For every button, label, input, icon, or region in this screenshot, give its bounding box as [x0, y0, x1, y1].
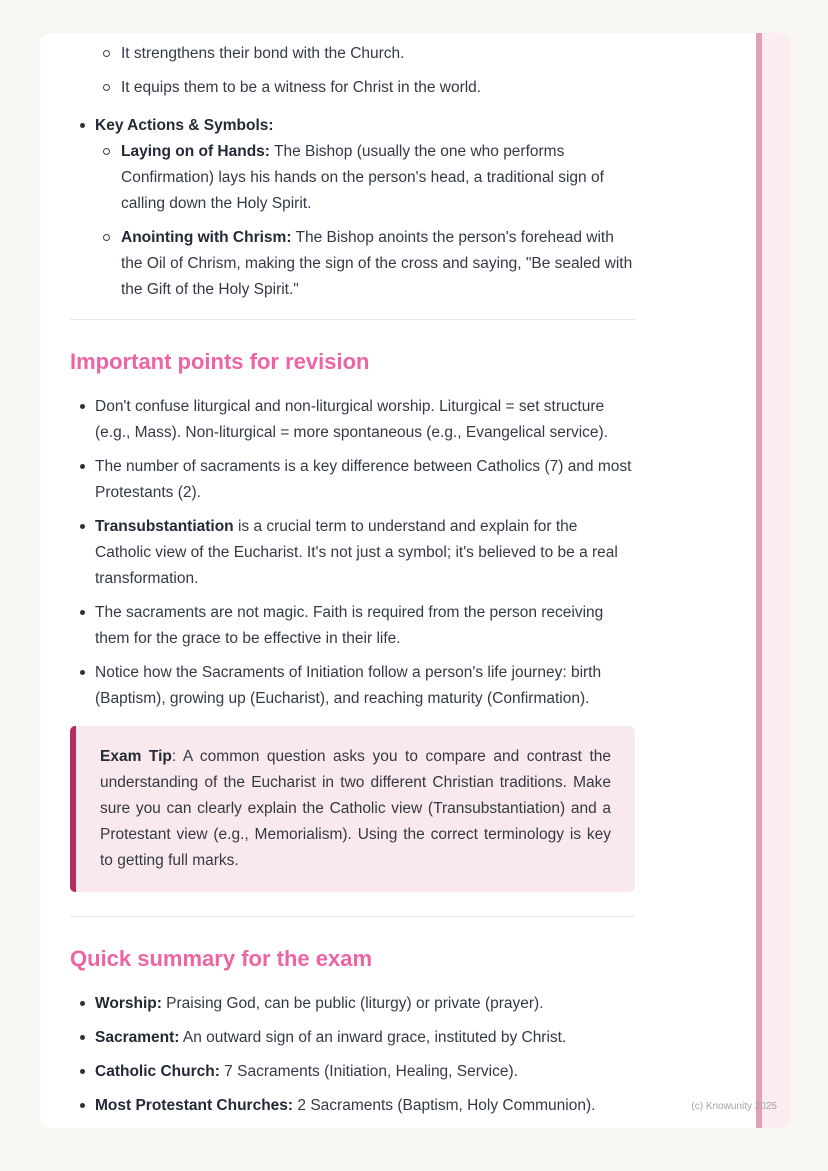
list-item [70, 454, 635, 506]
summary-list [70, 991, 635, 1119]
list-item-text [95, 394, 635, 446]
disc-bullet-icon [80, 1069, 85, 1074]
circle-bullet-icon [103, 234, 110, 241]
item-body-text: 7 Sacraments (Initiation, Healing, Service). [219, 1063, 518, 1080]
list-item-text [95, 514, 635, 592]
list-item-key-actions [70, 113, 635, 139]
disc-bullet-icon [80, 1001, 85, 1006]
disc-bullet-icon [80, 123, 85, 128]
item-body-text: is a crucial term to understand and explain for the Catholic view of the Eucharist. It's not just a symbol; it's believed to be a real transformation. [95, 518, 618, 587]
exam-tip-text [100, 744, 611, 874]
item-body-text: An outward sign of an inward grace, instituted by Christ. [179, 1029, 567, 1046]
item-bold-label: Transubstantiation [95, 518, 234, 535]
list-item [70, 75, 635, 101]
copyright-watermark: (c) Knowunity 2025 [691, 1101, 777, 1112]
key-actions-label: Key Actions & Symbols: [95, 117, 274, 134]
list-item [70, 1025, 635, 1051]
list-item [70, 660, 635, 712]
list-item [70, 600, 635, 652]
item-bold-label: Worship: [95, 995, 162, 1012]
confirmation-effects-list [70, 41, 635, 303]
summary-section-title: Quick summary for the exam [70, 946, 373, 971]
item-body-text: The Bishop anoints the person's forehead with the Oil of Chrism, making the sign of the cross and saying, "Be sealed with the Gift of the Holy Spirit." [121, 229, 633, 298]
list-item [70, 991, 635, 1017]
disc-bullet-icon [80, 404, 85, 409]
list-item-text [95, 600, 635, 652]
item-body-text: The Bishop (usually the one who performs Confirmation) lays his hands on the person's head, a traditional sign of calling down the Holy Spirit. [121, 143, 604, 212]
list-item-text: It strengthens their bond with the Church. [121, 45, 405, 62]
exam-tip-callout [70, 726, 635, 892]
list-item-text [95, 454, 635, 506]
revision-section-title: Important points for revision [70, 349, 370, 374]
list-item-text [95, 1025, 566, 1051]
disc-bullet-icon [80, 524, 85, 529]
item-bold-label: Anointing with Chrism: [121, 229, 292, 246]
list-item-text [121, 225, 635, 303]
disc-bullet-icon [80, 1035, 85, 1040]
list-item-text [95, 1093, 595, 1119]
page-edge-strip [756, 33, 790, 1128]
list-item-text [95, 991, 544, 1017]
item-bold-label: Catholic Church: [95, 1063, 220, 1080]
item-bold-label: Sacrament: [95, 1029, 180, 1046]
list-item-text [95, 660, 635, 712]
document-page [40, 33, 790, 1128]
list-item-text [95, 1059, 518, 1085]
disc-bullet-icon [80, 464, 85, 469]
item-body-text: Praising God, can be public (liturgy) or private (prayer). [161, 995, 544, 1012]
disc-bullet-icon [80, 1103, 85, 1108]
circle-bullet-icon [103, 50, 110, 57]
disc-bullet-icon [80, 670, 85, 675]
item-body-text: 2 Sacraments (Baptism, Holy Communion). [293, 1097, 596, 1114]
page-content [40, 33, 640, 1119]
item-bold-label: Most Protestant Churches: [95, 1097, 294, 1114]
exam-tip-label: Exam Tip [100, 748, 172, 765]
item-body-text: The number of sacraments is a key difference between Catholics (7) and most Protestants (2). [95, 458, 632, 501]
circle-bullet-icon [103, 84, 110, 91]
list-item-text [121, 139, 635, 217]
list-item [70, 139, 635, 217]
circle-bullet-icon [103, 148, 110, 155]
item-body-text: The sacraments are not magic. Faith is required from the person receiving them for the grace to be effective in their life. [95, 604, 604, 647]
section-divider [70, 319, 635, 320]
item-bold-label: Laying on of Hands: [121, 143, 270, 160]
exam-tip-body: : A common question asks you to compare and contrast the understanding of the Eucharist in two different Christian traditions. Make sure you can clearly explain the Catholic view (Transubstantiation) and a Protestant view (e.g., Memorialism). Using the correct terminology is key to getting full marks. [100, 748, 611, 869]
item-body-text: Notice how the Sacraments of Initiation follow a person's life journey: birth (Baptism), growing up (Eucharist), and reaching maturity (Confirmation). [95, 664, 602, 707]
list-item [70, 41, 635, 67]
item-body-text: Don't confuse liturgical and non-liturgical worship. Liturgical = set structure (e.g., Mass). Non-liturgical = more spontaneous (e.g., Evangelical service). [95, 398, 609, 441]
section-divider [70, 916, 635, 917]
list-item [70, 1059, 635, 1085]
list-item [70, 225, 635, 303]
list-item-text: It equips them to be a witness for Christ in the world. [121, 79, 482, 96]
list-item [70, 394, 635, 446]
disc-bullet-icon [80, 610, 85, 615]
list-item-text [95, 113, 274, 139]
list-item [70, 514, 635, 592]
revision-list [70, 394, 635, 712]
list-item [70, 1093, 635, 1119]
